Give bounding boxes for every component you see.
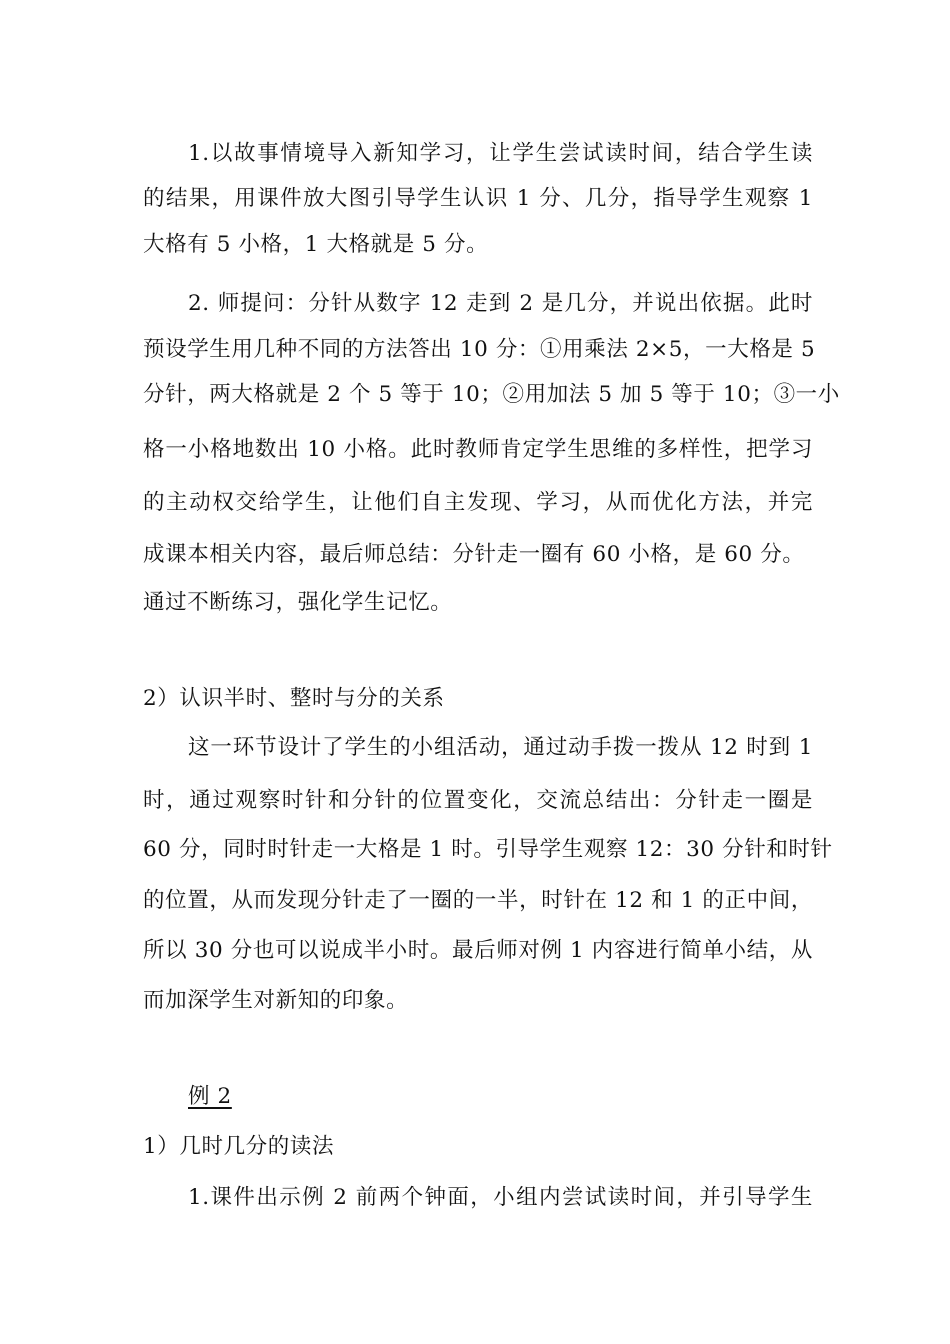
section-heading: 1）几时几分的读法 <box>143 1134 335 1159</box>
text-line: 预设学生用几种不同的方法答出 10 分：①用乘法 2×5，一大格是 5 <box>143 337 816 362</box>
text-line: 格一小格地数出 10 小格。此时教师肯定学生思维的多样性，把学习 <box>143 437 813 462</box>
section-heading: 2）认识半时、整时与分的关系 <box>143 686 445 711</box>
text-line: 的结果，用课件放大图引导学生认识 1 分、几分，指导学生观察 1 <box>143 186 813 211</box>
text-line: 的位置，从而发现分针走了一圈的一半，时针在 12 和 1 的正中间， <box>143 888 813 913</box>
text-line: 这一环节设计了学生的小组活动，通过动手拨一拨从 12 时到 1 <box>188 735 813 760</box>
text-line: 的主动权交给学生，让他们自主发现、学习，从而优化方法，并完 <box>143 490 813 515</box>
text-line: 成课本相关内容，最后师总结：分针走一圈有 60 小格，是 60 分。 <box>143 542 805 567</box>
text-line: 分针，两大格就是 2 个 5 等于 10；②用加法 5 加 5 等于 10；③一小 <box>143 382 840 407</box>
text-line: 1.以故事情境导入新知学习，让学生尝试读时间，结合学生读 <box>188 141 813 166</box>
text-line: 时，通过观察时针和分针的位置变化，交流总结出：分针走一圈是 <box>143 788 813 813</box>
example-heading: 例 2 <box>188 1084 232 1109</box>
text-line: 大格有 5 小格，1 大格就是 5 分。 <box>143 232 489 257</box>
text-line: 60 分，同时时针走一大格是 1 时。引导学生观察 12：30 分针和时针 <box>143 837 833 862</box>
text-line: 所以 30 分也可以说成半小时。最后师对例 1 内容进行简单小结，从 <box>143 938 813 963</box>
text-line: 通过不断练习，强化学生记忆。 <box>143 590 453 615</box>
text-line: 1.课件出示例 2 前两个钟面，小组内尝试读时间，并引导学生 <box>188 1185 813 1210</box>
text-line: 而加深学生对新知的印象。 <box>143 988 409 1013</box>
text-line: 2. 师提问：分针从数字 12 走到 2 是几分，并说出依据。此时 <box>188 291 813 316</box>
